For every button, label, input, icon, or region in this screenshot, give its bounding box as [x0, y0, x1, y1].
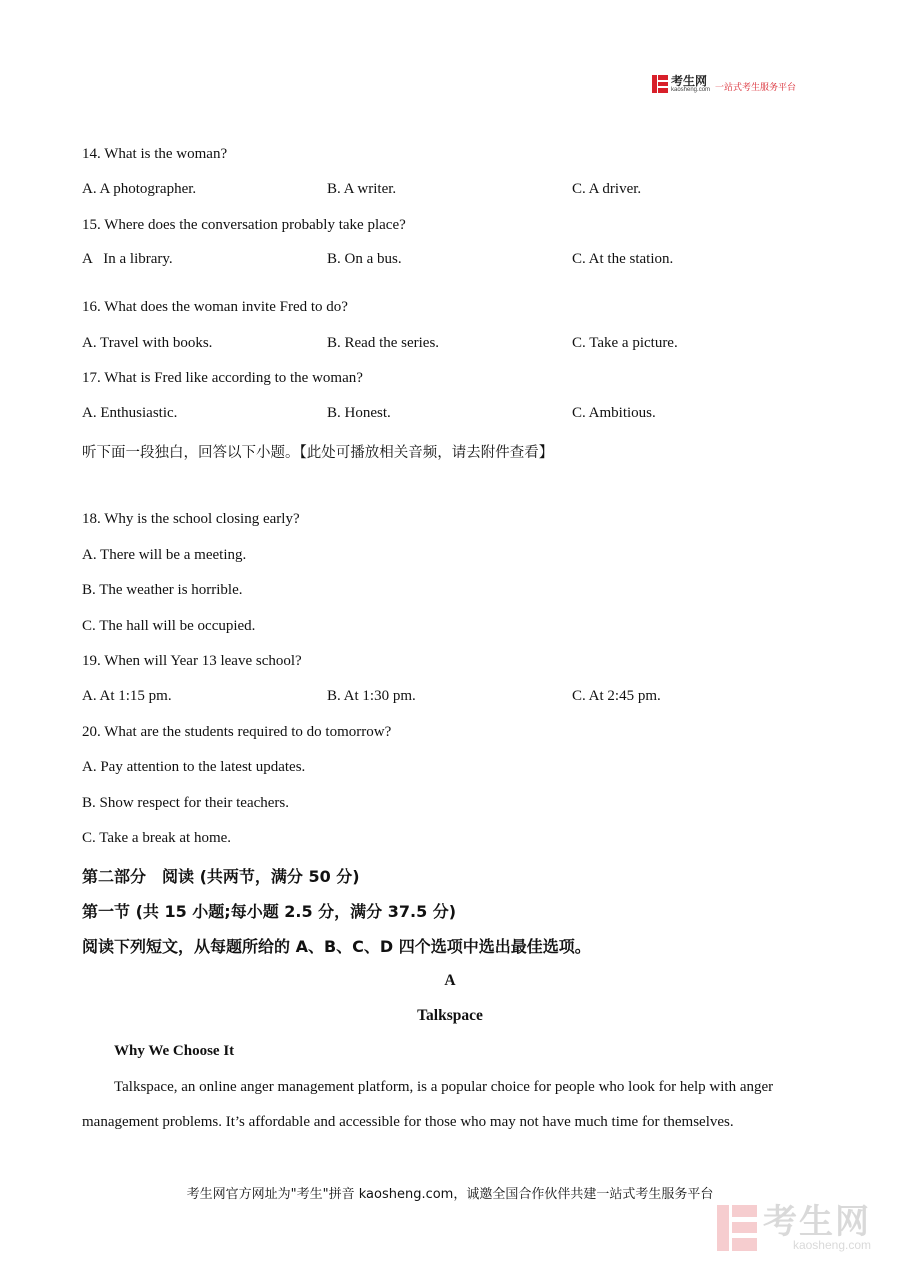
question-18: 18. Why is the school closing early?	[82, 511, 300, 527]
question-20: 20. What are the students required to do tomorrow?	[82, 724, 392, 740]
q14-option-b: B. A writer.	[327, 181, 397, 197]
q17-option-b: B. Honest.	[327, 405, 391, 421]
reading-instruction: 阅读下列短文，从每题所给的 A、B、C、D 四个选项中选出最佳选项。	[82, 937, 591, 956]
header-logo	[652, 73, 796, 95]
logo-mark-icon	[652, 75, 668, 93]
part2-title-cn: 第二部分 阅读	[82, 867, 195, 886]
watermark-logo-icon	[717, 1205, 757, 1251]
passage-subheading: Why We Choose It	[114, 1043, 235, 1059]
q19-option-b: B. At 1:30 pm.	[327, 688, 416, 704]
q17-option-c: C. Ambitious.	[572, 405, 656, 421]
q14-option-a: A. A photographer.	[82, 181, 197, 197]
section1-title: 第一节 (共 15 小题;每小题 2.5 分，满分 37.5 分)	[82, 902, 457, 921]
q18-option-a: A. There will be a meeting.	[82, 547, 247, 563]
q16-option-c: C. Take a picture.	[572, 335, 678, 351]
logo-cn: 考生网	[671, 74, 708, 88]
passage-title: Talkspace	[417, 1007, 483, 1024]
watermark-cn: 考生网	[763, 1202, 871, 1242]
q20-option-a: A. Pay attention to the latest updates.	[82, 759, 306, 775]
q16-option-a: A. Travel with books.	[82, 335, 213, 351]
q18-option-b: B. The weather is horrible.	[82, 582, 243, 598]
question-15: 15. Where does the conversation probably take place?	[82, 217, 406, 233]
q14-option-c: C. A driver.	[572, 181, 642, 197]
passage-paragraph: Talkspace, an online anger management platform, is a popular choice for people who look for help with anger management problems. It’s affordable and accessible for those who may not have much time for themselves.	[82, 1079, 774, 1130]
question-14: 14. What is the woman?	[82, 146, 228, 162]
footer-text: 考生网官方网址为"考生"拼音 kaosheng.com，诚邀全国合作伙伴共建一站式考生服务平台	[186, 1187, 714, 1202]
q19-option-c: C. At 2:45 pm.	[572, 688, 661, 704]
q19-option-a: A. At 1:15 pm.	[82, 688, 172, 704]
part2-title	[82, 864, 360, 887]
q18-option-c: C. The hall will be occupied.	[82, 618, 256, 634]
watermark	[717, 1202, 871, 1252]
monologue-instruction: 听下面一段独白，回答以下小题。【此处可播放相关音频，请去附件查看】	[82, 445, 554, 461]
question-17: 17. What is Fred like according to the woman?	[82, 370, 363, 386]
q20-option-b: B. Show respect for their teachers.	[82, 795, 290, 811]
q16-option-b: B. Read the series.	[327, 335, 440, 351]
q15-option-c: C. At the station.	[572, 251, 674, 267]
question-16: 16. What does the woman invite Fred to do?	[82, 299, 348, 315]
logo-en: kaosheng.com	[671, 87, 711, 93]
header-slogan: 一站式考生服务平台	[715, 82, 797, 93]
part2-title-en: (共两节，满分 50 分)	[194, 867, 360, 886]
question-19: 19. When will Year 13 leave school?	[82, 653, 302, 669]
q15-option-b: B. On a bus.	[327, 251, 402, 267]
passage-label: A	[444, 972, 456, 989]
watermark-en: kaosheng.com	[792, 1238, 871, 1252]
q20-option-c: C. Take a break at home.	[82, 830, 232, 846]
q17-option-a: A. Enthusiastic.	[82, 405, 178, 421]
q15-option-a: A In a library.	[82, 251, 173, 267]
